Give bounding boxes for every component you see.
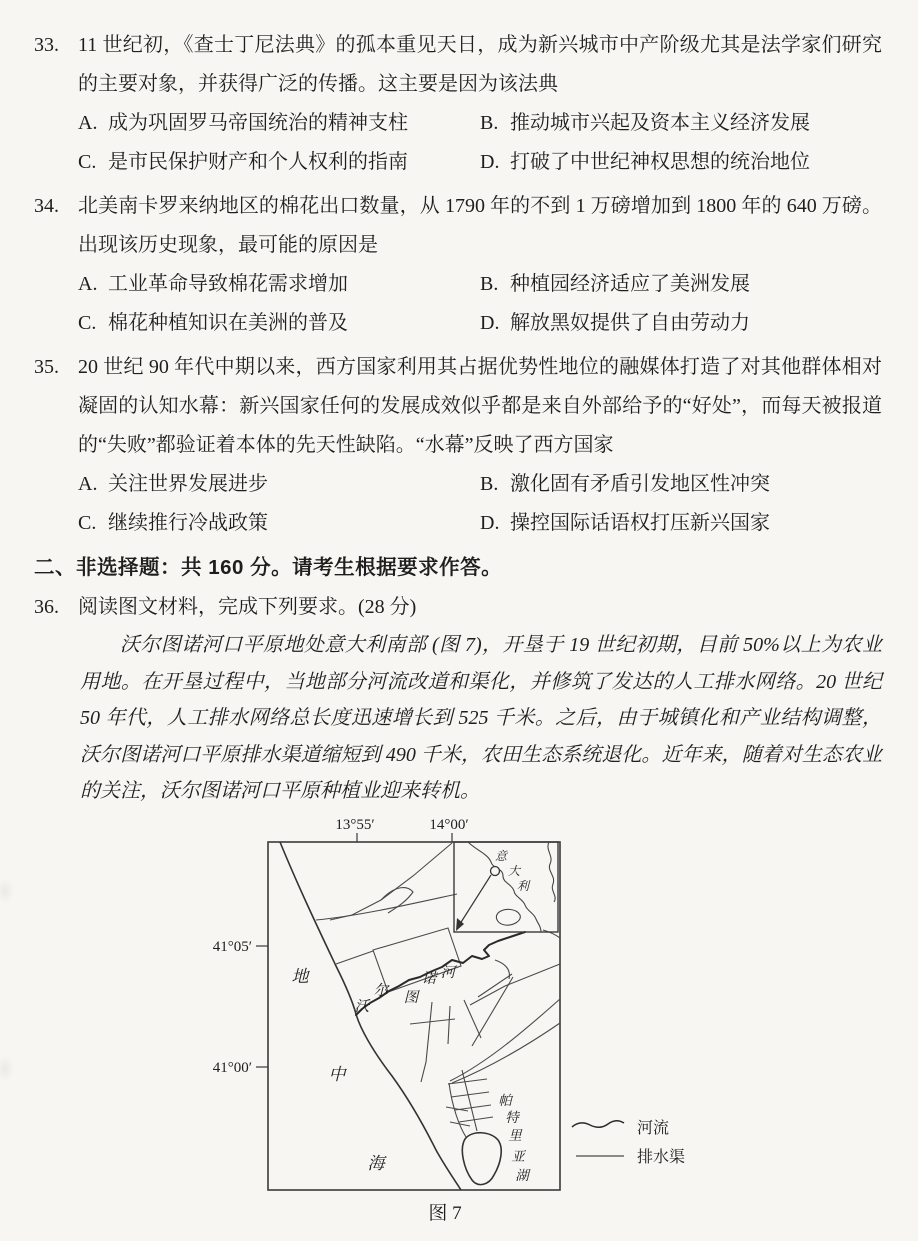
- option-label: D.: [480, 512, 500, 534]
- legend-channel-label: 排水渠: [637, 1148, 686, 1166]
- lake-label: [498, 1093, 531, 1183]
- options-grid: [78, 465, 882, 543]
- option-label: C.: [78, 151, 97, 173]
- question-stem: 11 世纪初，《查士丁尼法典》的孤本重见天日，成为新兴城市中产阶级尤其是法学家们研究的主要对象，并获得广泛的传播。这主要是因为该法典: [78, 34, 882, 95]
- question-intro: 阅读图文材料，完成下列要求。(28 分): [78, 596, 417, 618]
- coastline: [280, 842, 461, 1190]
- section-2-heading: 二、非选择题：共 160 分。请考生根据要求作答。: [34, 556, 503, 579]
- option-text: 推动城市兴起及资本主义经济发展: [510, 112, 810, 134]
- lake-label-char: 帕: [498, 1092, 512, 1108]
- question-36: [34, 588, 882, 810]
- drainage-line: [464, 1000, 481, 1038]
- lake-label-char: 特: [505, 1109, 519, 1125]
- lake-label-char: 里: [508, 1127, 522, 1143]
- option-c: [78, 504, 480, 543]
- question-35: [34, 348, 882, 543]
- river-label-char: 诺: [421, 970, 437, 987]
- option-label: B.: [480, 273, 499, 295]
- question-number: 35.: [34, 356, 59, 378]
- italy-label-char: 大: [507, 863, 521, 878]
- drainage-line: [410, 1019, 455, 1024]
- option-d: [480, 304, 882, 343]
- drainage-line: [316, 894, 457, 920]
- option-b: [480, 104, 882, 143]
- locator-arrow: [458, 875, 491, 927]
- option-b: [480, 465, 882, 504]
- river-label-char: 沃: [354, 998, 370, 1015]
- drainage-line: [450, 999, 560, 1081]
- sea-label-char: 中: [328, 1064, 346, 1084]
- option-text: 操控国际话语权打压新兴国家: [510, 512, 770, 534]
- option-text: 关注世界发展进步: [108, 473, 268, 495]
- sicily-outline: [496, 909, 520, 925]
- option-text: 棉花种植知识在美洲的普及: [108, 312, 348, 334]
- option-d: [480, 504, 882, 543]
- option-a: [78, 465, 480, 504]
- italy-label-char: 利: [516, 878, 530, 893]
- map-svg: [0, 814, 918, 1229]
- option-label: A.: [78, 473, 98, 495]
- question-number: 34.: [34, 195, 59, 217]
- legend-river-symbol: [572, 1120, 624, 1127]
- drainage-line: [462, 1070, 477, 1131]
- option-text: 继续推行冷战政策: [108, 512, 268, 534]
- lake-label-char: 亚: [511, 1148, 525, 1164]
- option-label: B.: [480, 112, 499, 134]
- lat-label-top: 41°05′: [212, 938, 252, 955]
- option-b: [480, 265, 882, 304]
- options-grid: [78, 265, 882, 343]
- option-label: A.: [78, 112, 98, 134]
- question-34: [34, 187, 882, 343]
- lon-label-left: 13°55′: [335, 816, 375, 833]
- sea-label-char: 地: [291, 966, 309, 986]
- option-label: C.: [78, 312, 97, 334]
- inset-map: [454, 842, 558, 932]
- question-33: [34, 26, 882, 182]
- italy-east-coast: [548, 842, 555, 902]
- option-text: 解放黑奴提供了自由劳动力: [510, 312, 750, 334]
- option-label: C.: [78, 512, 97, 534]
- drainage-line: [421, 1002, 432, 1082]
- sea-label-char: 海: [367, 1153, 385, 1173]
- option-label: D.: [480, 151, 500, 173]
- drainage-line: [448, 1006, 450, 1044]
- option-label: B.: [480, 473, 499, 495]
- river-label: [355, 965, 458, 1015]
- option-text: 成为巩固罗马帝国统治的精神支柱: [108, 112, 408, 134]
- option-text: 工业革命导致棉花需求增加: [108, 273, 348, 295]
- option-label: A.: [78, 273, 98, 295]
- river-label-char: 图: [403, 989, 419, 1006]
- option-a: [78, 265, 480, 304]
- option-text: 激化固有矛盾引发地区性冲突: [510, 473, 770, 495]
- material-paragraph: 沃尔图诺河口平原地处意大利南部 (图 7)，开垦于 19 世纪初期，目前 50%以上为农业用地。在开垦过程中，当地部分河流改道和渠化，并修筑了发达的人工排水网络。20 世纪 50 年代，人工排水网络总长度迅速增长到 525 千米。之后，由于城镇化和产业结构调整，沃尔图诺河口平原排水渠道缩短到 490 千米，农田生态系统退化。近年来，随着对生态农业的关注，沃尔图诺河口平原种植业迎来转机。: [80, 634, 882, 802]
- option-d: [480, 143, 882, 182]
- figure-caption: 图 7: [428, 1202, 462, 1224]
- location-marker: [491, 866, 500, 875]
- legend-river-label: 河流: [637, 1119, 670, 1137]
- drainage-line: [452, 1023, 560, 1083]
- option-text: 种植园经济适应了美洲发展: [510, 273, 750, 295]
- question-stem: 北美南卡罗来纳地区的棉花出口数量，从 1790 年的不到 1 万磅增加到 1800 年的 640 万磅。出现该历史现象，最可能的原因是: [78, 195, 882, 256]
- option-text: 是市民保护财产和个人权利的指南: [108, 151, 408, 173]
- italy-label-char: 意: [494, 848, 508, 863]
- river-label-char: 尔: [373, 982, 389, 999]
- river-label-char: 河: [440, 964, 456, 981]
- option-a: [78, 104, 480, 143]
- drainage-line: [470, 964, 560, 1005]
- option-label: D.: [480, 312, 500, 334]
- figure-map: [0, 814, 918, 1229]
- question-number: 33.: [34, 34, 59, 56]
- option-c: [78, 304, 480, 343]
- drainage-line: [459, 1117, 493, 1122]
- question-stem: 20 世纪 90 年代中期以来，西方国家利用其占据优势性地位的融媒体打造了对其他群体相对凝固的认知水幕：新兴国家任何的发展成效似乎都是来自外部给予的“好处”，而每天被报道的“失败”都验证着本体的先天性缺陷。“水幕”反映了西方国家: [78, 356, 882, 456]
- lake-label-char: 湖: [515, 1167, 529, 1183]
- option-text: 打破了中世纪神权思想的统治地位: [510, 151, 810, 173]
- drainage-line: [336, 951, 373, 964]
- drainage-line: [451, 1092, 489, 1097]
- drainage-line: [448, 1079, 487, 1084]
- drainage-line: [495, 960, 509, 979]
- options-grid: [78, 104, 882, 182]
- map-legend: [572, 1119, 685, 1166]
- lat-label-bottom: 41°00′: [212, 1059, 252, 1076]
- option-c: [78, 143, 480, 182]
- lake-patria-shape: [462, 1132, 501, 1184]
- lon-label-right: 14°00′: [429, 816, 469, 833]
- question-number: 36.: [34, 596, 59, 618]
